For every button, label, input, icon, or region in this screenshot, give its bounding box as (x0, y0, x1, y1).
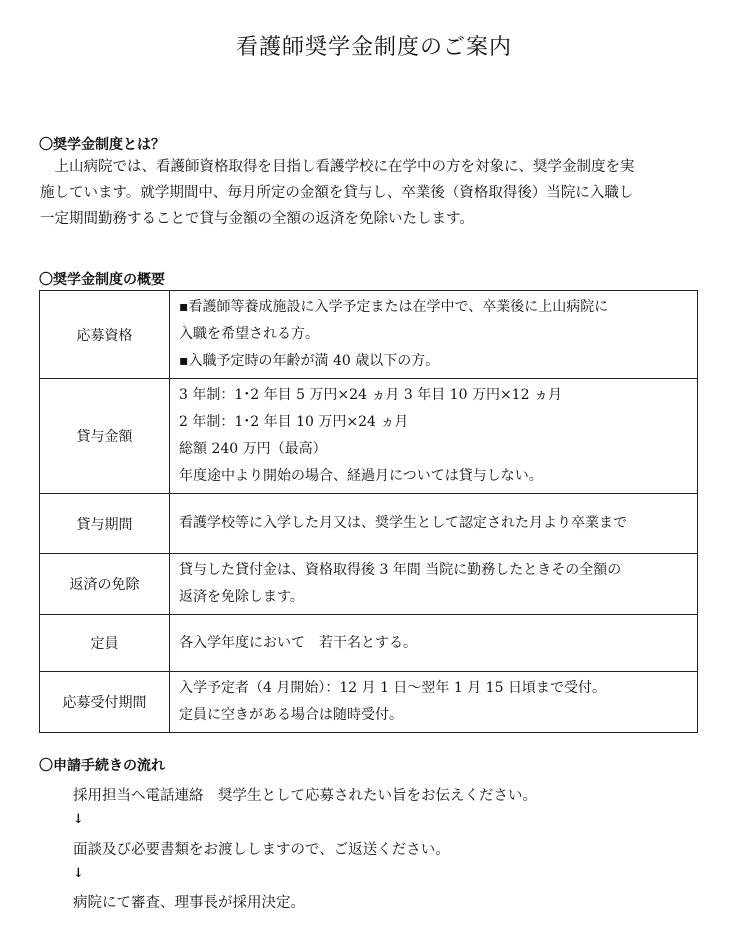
section-heading-about: 〇奨学金制度とは？ (39, 137, 165, 153)
down-arrow-icon: ↓ (73, 812, 84, 827)
table-row (40, 291, 698, 379)
procedure-step: 採用担当へ電話連絡 奨学生として応募されたい旨をお伝えください。 (73, 788, 537, 804)
content-line: ▪入職予定時の年齢が満 40 歳以下の方。 (179, 353, 440, 369)
row-content (170, 291, 698, 379)
row-content (170, 494, 698, 554)
row-label: 応募受付期間 (40, 672, 170, 733)
row-content (170, 672, 698, 733)
row-label: 貸与金額 (40, 379, 170, 494)
content-line: ▪看護師等養成施設に入学予定または在学中で、卒業後に上山病院に (179, 299, 609, 315)
about-line: 一定期間勤務することで貸与金額の全額の返済を免除いたします。 (40, 211, 474, 227)
row-label: 応募資格 (40, 291, 170, 379)
table-row (40, 379, 698, 494)
content-line: 2 年制：1･2 年目 10 万円×24 ヵ月 (179, 414, 409, 430)
content-line: 各入学年度において 若干名とする。 (179, 634, 417, 651)
content-line: 返済を免除します。 (179, 589, 304, 605)
page-title: 看護師奨学金制度のご案内 (235, 35, 512, 60)
overview-table (39, 290, 698, 733)
about-line: 施しています。就学期間中、毎月所定の金額を貸与し、卒業後（資格取得後）当院に入職し (40, 185, 634, 201)
content-line: 入学予定者（4 月開始）：12 月 1 日〜翌年 1 月 15 日頃まで受付。 (179, 680, 606, 696)
content-line: 看護学校等に入学した月又は、奨学生として認定された月より卒業まで (179, 515, 627, 531)
table-row (40, 672, 698, 733)
row-label: 定員 (40, 615, 170, 672)
table-row (40, 615, 698, 672)
row-content (170, 554, 698, 615)
section-heading-overview: 〇奨学金制度の概要 (39, 272, 165, 288)
row-content (170, 379, 698, 494)
content-line: 年度途中より開始の場合、経過月については貸与しない。 (179, 468, 543, 484)
procedure-step: 面談及び必要書類をお渡ししますので、ご返送ください。 (73, 842, 450, 858)
about-line: 上山病院では、看護師資格取得を目指し看護学校に在学中の方を対象に、奨学金制度を実 (40, 159, 635, 175)
table-row (40, 554, 698, 615)
content-line: 入職を希望される方。 (179, 326, 319, 342)
section-heading-procedure: 〇申請手続きの流れ (39, 758, 165, 774)
procedure-step: 病院にて審査、理事長が採用決定。 (73, 895, 305, 911)
down-arrow-icon: ↓ (73, 866, 84, 881)
row-label: 返済の免除 (40, 554, 170, 615)
about-paragraph (40, 154, 710, 232)
row-label: 貸与期間 (40, 494, 170, 554)
table-row (40, 494, 698, 554)
content-line: 貸与した貸付金は、資格取得後 3 年間 当院に勤務したときその全額の (179, 562, 622, 578)
content-line: 3 年制：1･2 年目 5 万円×24 ヵ月 3 年目 10 万円×12 ヵ月 (179, 387, 562, 403)
row-content (170, 615, 698, 672)
content-line: 総額 240 万円（最高） (179, 441, 327, 457)
content-line: 定員に空きがある場合は随時受付。 (179, 707, 403, 723)
